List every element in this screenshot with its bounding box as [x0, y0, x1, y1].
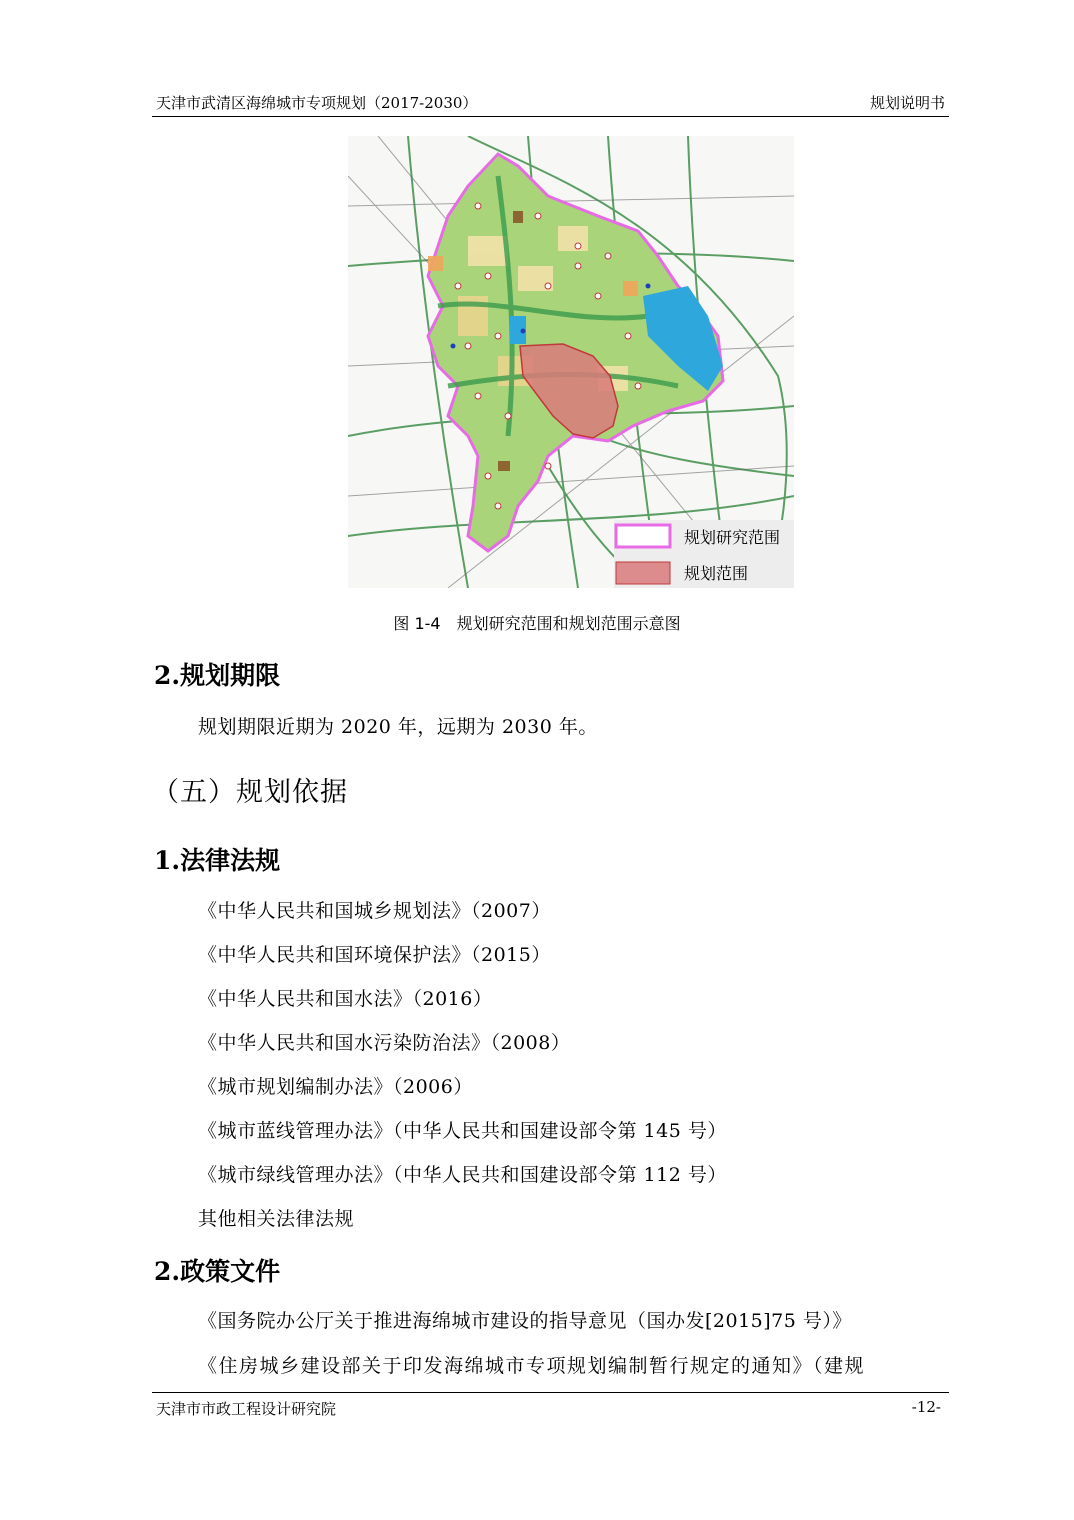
footer-org: 天津市市政工程设计研究院: [156, 1400, 337, 1418]
figure-caption: 图 1-4 规划研究范围和规划范围示意图: [393, 614, 681, 633]
policy-item: 《住房城乡建设部关于印发海绵城市专项规划编制暂行规定的通知》（建规: [198, 1355, 866, 1377]
law-item: 其他相关法律法规: [198, 1208, 355, 1230]
heading-planning-period: 2.规划期限: [154, 661, 281, 690]
law-item: 《城市蓝线管理办法》（中华人民共和国建设部令第 145 号）: [198, 1120, 727, 1142]
heading-laws: 1.法律法规: [154, 846, 281, 875]
policy-item: 《国务院办公厅关于推进海绵城市建设的指导意见（国办发[2015]75 号）》: [198, 1310, 852, 1332]
law-item: 《中华人民共和国水污染防治法》（2008）: [198, 1032, 571, 1054]
law-item: 《中华人民共和国水法》（2016）: [198, 988, 493, 1010]
law-item: 《中华人民共和国城乡规划法》（2007）: [198, 900, 551, 922]
legend-swatch-planning-area: [616, 562, 670, 584]
page-header: [152, 90, 949, 117]
law-item: 《城市绿线管理办法》（中华人民共和国建设部令第 112 号）: [198, 1164, 727, 1186]
page-number: -12-: [911, 1398, 941, 1416]
planning-map-figure: [348, 136, 794, 588]
heading-policies: 2.政策文件: [154, 1257, 281, 1286]
law-item: 《中华人民共和国环境保护法》（2015）: [198, 944, 551, 966]
planning-map: [348, 136, 794, 588]
page-footer: [152, 1392, 949, 1421]
legend-label-study-area: 规划研究范围: [684, 528, 781, 547]
legend-swatch-study-area: [616, 525, 670, 547]
header-doc-type: 规划说明书: [869, 94, 945, 112]
legend-label-planning-area: 规划范围: [684, 564, 749, 583]
planning-period-text: 规划期限近期为 2020 年，远期为 2030 年。: [198, 716, 598, 738]
law-item: 《城市规划编制办法》（2006）: [198, 1076, 473, 1098]
header-title: 天津市武清区海绵城市专项规划（2017-2030）: [156, 94, 478, 112]
map-legend: [614, 520, 794, 588]
heading-planning-basis: （五）规划依据: [152, 777, 348, 808]
